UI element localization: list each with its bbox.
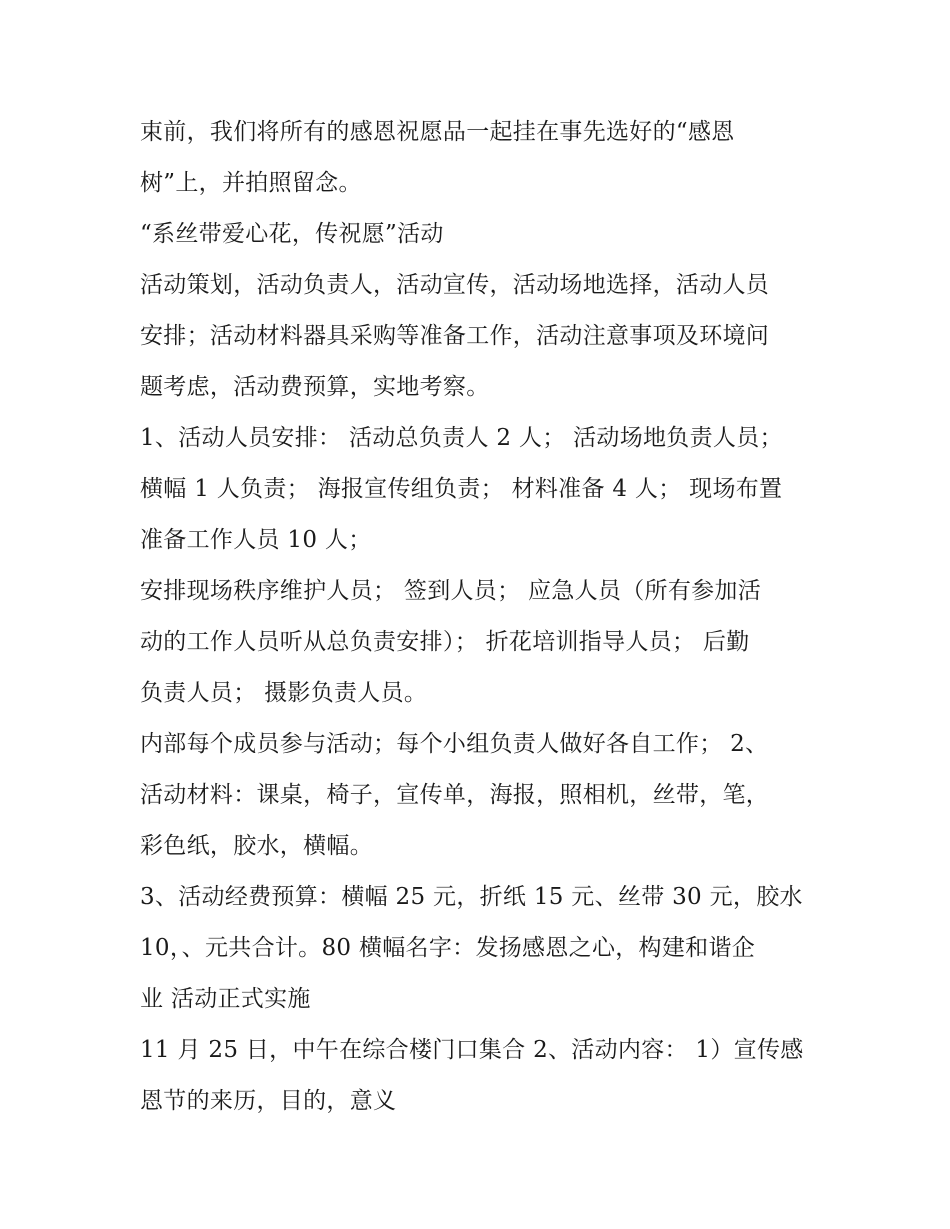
- text-line: 活动策划，活动负责人，活动宣传，活动场地选择，活动人员: [140, 272, 770, 298]
- text-line: 安排；活动材料器具采购等准备工作，活动注意事项及环境问: [140, 323, 770, 349]
- text-line: 恩节的来历，目的，意义: [140, 1088, 397, 1114]
- text-line: 活动材料：课桌，椅子，宣传单，海报，照相机，丝带，笔，: [140, 782, 770, 808]
- text-line: 3、活动经费预算：横幅 25 元，折纸 15 元、丝带 30 元，胶水: [140, 884, 803, 910]
- text-line: 彩色纸，胶水，横幅。: [140, 833, 373, 859]
- text-line: 1、活动人员安排： 活动总负责人 2 人； 活动场地负责人员；: [140, 425, 783, 451]
- text-line: 11 月 25 日，中午在综合楼门口集合 2、活动内容： 1）宣传感: [140, 1037, 804, 1063]
- text-line: 准备工作人员 10 人；: [140, 527, 372, 553]
- text-line: 横幅 1 人负责； 海报宣传组负责； 材料准备 4 人； 现场布置: [140, 476, 783, 502]
- text-line: 安排现场秩序维护人员； 签到人员； 应急人员（所有参加活: [140, 578, 762, 604]
- text-line: 束前，我们将所有的感恩祝愿品一起挂在事先选好的“感恩: [140, 119, 735, 145]
- text-line: 负责人员； 摄影负责人员。: [140, 680, 428, 706]
- text-line: 内部每个成员参与活动；每个小组负责人做好各自工作； 2、: [140, 731, 769, 757]
- text-line: 动的工作人员听从总负责安排）； 折花培训指导人员； 后勤: [140, 629, 750, 655]
- document-body: [140, 107, 820, 1127]
- text-line: 树”上，并拍照留念。: [140, 170, 362, 196]
- text-line: 题考虑，活动费预算，实地考察。: [140, 374, 490, 400]
- section-heading: “系丝带爱心花，传祝愿”活动: [140, 221, 444, 247]
- text-line: 业 活动正式实施: [140, 986, 311, 1012]
- text-line: 10，、元共合计。80 横幅名字：发扬感恩之心，构建和谐企: [140, 935, 756, 961]
